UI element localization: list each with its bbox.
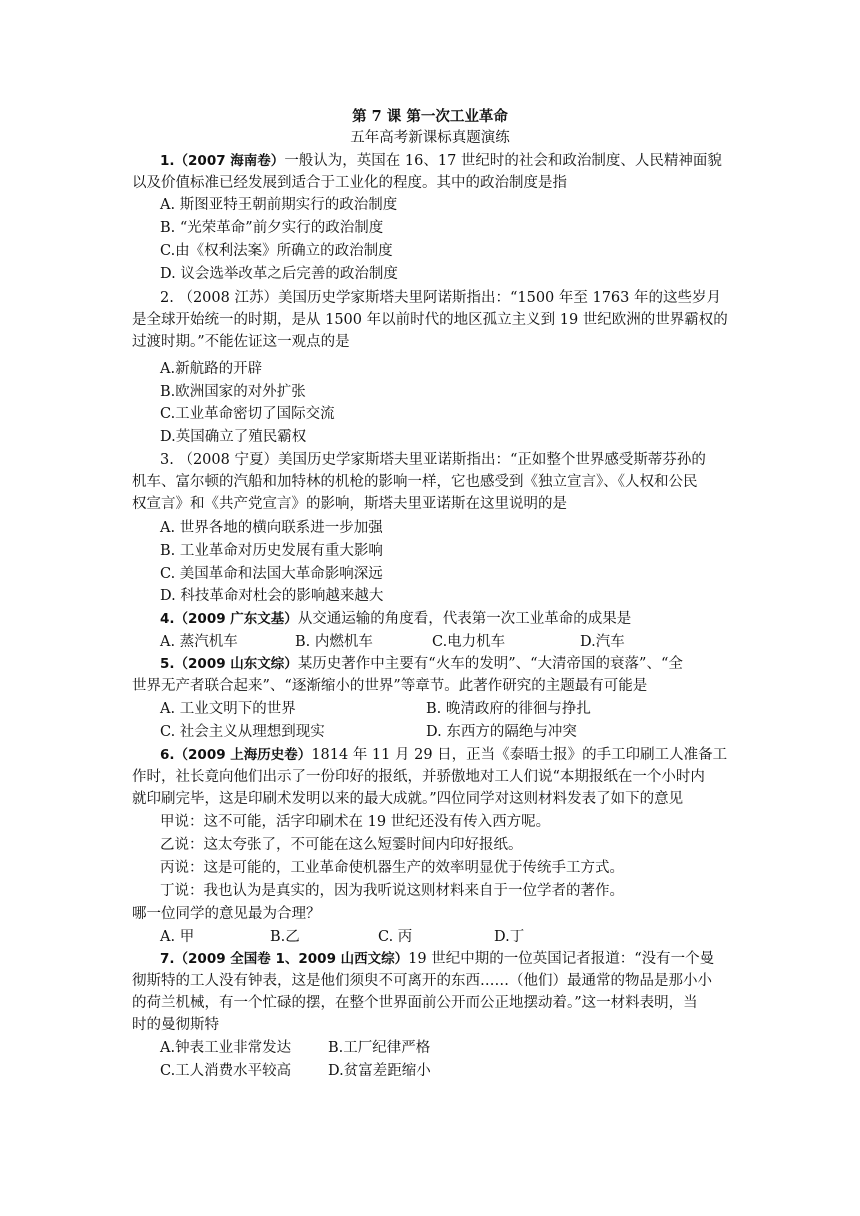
question-4-option-b: B. 内燃机车 bbox=[295, 634, 373, 650]
question-7-option-c: C.工人消费水平较高 bbox=[160, 1063, 292, 1079]
question-7-line-1 bbox=[160, 949, 714, 970]
question-2-option-a: A.新航路的开辟 bbox=[160, 361, 263, 377]
question-1-line-1 bbox=[160, 151, 722, 172]
question-1-number: 1. bbox=[160, 153, 175, 169]
question-6-option-d: D.丁 bbox=[494, 929, 525, 945]
question-3-line-1: 3. （2008 宁夏）美国历史学家斯塔夫里亚诺斯指出：“正如整个世界感受斯蒂芬孙的 bbox=[160, 452, 706, 468]
question-7-line-2: 彻斯特的工人没有钟表，这是他们须臾不可离开的东西……（他们）最通常的物品是那小小 bbox=[132, 973, 712, 989]
question-1-line-2: 以及价值标准已经发展到适合于工业化的程度。其中的政治制度是指 bbox=[132, 175, 567, 191]
question-7-line-4: 时的曼彻斯特 bbox=[132, 1017, 219, 1033]
question-3-line-2: 机车、富尔顿的汽船和加特林的机枪的影响一样，它也感受到《独立宣言》、《人权和公民 bbox=[132, 474, 698, 490]
question-4-line-1 bbox=[160, 609, 631, 630]
question-5-line-2: 世界无产者联合起来”、“逐渐缩小的世界”等章节。此著作研究的主题最有可能是 bbox=[132, 678, 648, 694]
question-7-option-d: D.贫富差距缩小 bbox=[328, 1063, 431, 1079]
question-2-line-1: 2. （2008 江苏）美国历史学家斯塔夫里阿诺斯指出：“1500 年至 1763 年的这些岁月 bbox=[160, 290, 721, 306]
question-4-option-a: A. 蒸汽机车 bbox=[160, 634, 238, 650]
page-title: 第 7 课 第一次工业革命 bbox=[352, 108, 508, 125]
question-3-option-a: A. 世界各地的横向联系进一步加强 bbox=[160, 520, 383, 536]
question-5-option-a: A. 工业文明下的世界 bbox=[160, 701, 296, 717]
question-2-line-2: 是全球开始统一的时期，是从 1500 年以前时代的地区孤立主义到 19 世纪欧洲的世界霸权的 bbox=[132, 312, 728, 328]
question-1-source: （2007 海南卷） bbox=[174, 153, 285, 169]
question-6-source: （2009 上海历史卷） bbox=[174, 747, 312, 763]
question-6-prompt: 哪一位同学的意见最为合理？ bbox=[132, 906, 321, 922]
question-6-line-1 bbox=[160, 745, 727, 766]
question-2-option-c: C.工业革命密切了国际交流 bbox=[160, 406, 335, 422]
question-5-option-d: D. 东西方的隔绝与冲突 bbox=[426, 724, 577, 740]
question-7-number: 7. bbox=[160, 951, 175, 967]
question-1-text: 一般认为，英国在 16、17 世纪时的社会和政治制度、人民精神面貌 bbox=[284, 153, 722, 169]
question-6-option-a: A. 甲 bbox=[160, 929, 195, 945]
question-7-source: （2009 全国卷 1、2009 山西文综） bbox=[174, 951, 409, 967]
question-4-option-d: D.汽车 bbox=[580, 634, 625, 650]
question-6-statement-yi: 乙说：这太夸张了，不可能在这么短霎时间内印好报纸。 bbox=[160, 837, 523, 853]
question-3-option-d: D. 科技革命对杜会的影响越来越大 bbox=[160, 588, 384, 604]
question-6-option-b: B.乙 bbox=[270, 929, 300, 945]
question-6-option-c: C. 丙 bbox=[378, 929, 413, 945]
question-5-number: 5. bbox=[160, 656, 175, 672]
question-7-line-3: 的荷兰机械，有一个忙碌的摆，在整个世界面前公开而公正地摆动着。”这一材料表明，当 bbox=[132, 995, 698, 1011]
question-6-number: 6. bbox=[160, 747, 175, 763]
question-1-option-c: C.由《权利法案》所确立的政治制度 bbox=[160, 243, 393, 259]
question-7-option-a: A.钟表工业非常发达 bbox=[160, 1040, 292, 1056]
question-5-text: 某历史著作中主要有“火车的发明”、“大清帝国的衰落”、“全 bbox=[297, 656, 683, 672]
question-7-option-b: B.工厂纪律严格 bbox=[328, 1040, 431, 1056]
question-5-source: （2009 山东文综） bbox=[174, 656, 298, 672]
question-5-option-c: C. 社会主义从理想到现实 bbox=[160, 724, 325, 740]
question-1-option-d: D. 议会选举改革之后完善的政治制度 bbox=[160, 266, 398, 282]
page-subtitle: 五年高考新课标真题演练 bbox=[350, 130, 510, 146]
question-6-statement-bing: 丙说：这是可能的，工业革命使机器生产的效率明显优于传统手工方式。 bbox=[160, 860, 624, 876]
question-5-line-1 bbox=[160, 654, 683, 675]
question-2-line-3: 过渡时期。”不能佐证这一观点的是 bbox=[132, 334, 350, 350]
question-4-text: 从交通运输的角度看，代表第一次工业革命的成果是 bbox=[297, 611, 632, 627]
question-1-option-b: B. “光荣革命”前夕实行的政治制度 bbox=[160, 220, 384, 236]
question-3-option-b: B. 工业革命对历史发展有重大影响 bbox=[160, 543, 383, 559]
question-6-line-3: 就印刷完毕，这是印刷术发明以来的最大成就。”四位同学对这则材料发表了如下的意见 bbox=[132, 791, 684, 807]
question-6-statement-ding: 丁说：我也认为是真实的，因为我听说这则材料来自于一位学者的著作。 bbox=[160, 883, 624, 899]
question-6-line-2: 作时，社长竟向他们出示了一份印好的报纸，并骄傲地对工人们说“本期报纸在一个小时内 bbox=[132, 769, 705, 785]
question-4-source: （2009 广东文基） bbox=[174, 611, 298, 627]
question-2-option-d: D.英国确立了殖民霸权 bbox=[160, 429, 307, 445]
question-6-text: 1814 年 11 月 29 日，正当《泰晤士报》的手工印刷工人准备工 bbox=[311, 747, 728, 763]
question-3-option-c: C. 美国革命和法国大革命影响深远 bbox=[160, 566, 383, 582]
question-5-option-b: B. 晚清政府的徘徊与挣扎 bbox=[426, 701, 591, 717]
question-6-statement-jia: 甲说：这不可能，活字印刷术在 19 世纪还没有传入西方呢。 bbox=[160, 814, 551, 830]
question-4-option-c: C.电力机车 bbox=[432, 634, 506, 650]
question-1-option-a: A. 斯图亚特王朝前期实行的政治制度 bbox=[160, 197, 398, 213]
question-7-text: 19 世纪中期的一位英国记者报道：“没有一个曼 bbox=[408, 951, 715, 967]
question-4-number: 4. bbox=[160, 611, 175, 627]
question-3-line-3: 权宣言》和《共产党宣言》的影响，斯塔夫里亚诺斯在这里说明的是 bbox=[132, 496, 567, 512]
question-2-option-b: B.欧洲国家的对外扩张 bbox=[160, 384, 306, 400]
